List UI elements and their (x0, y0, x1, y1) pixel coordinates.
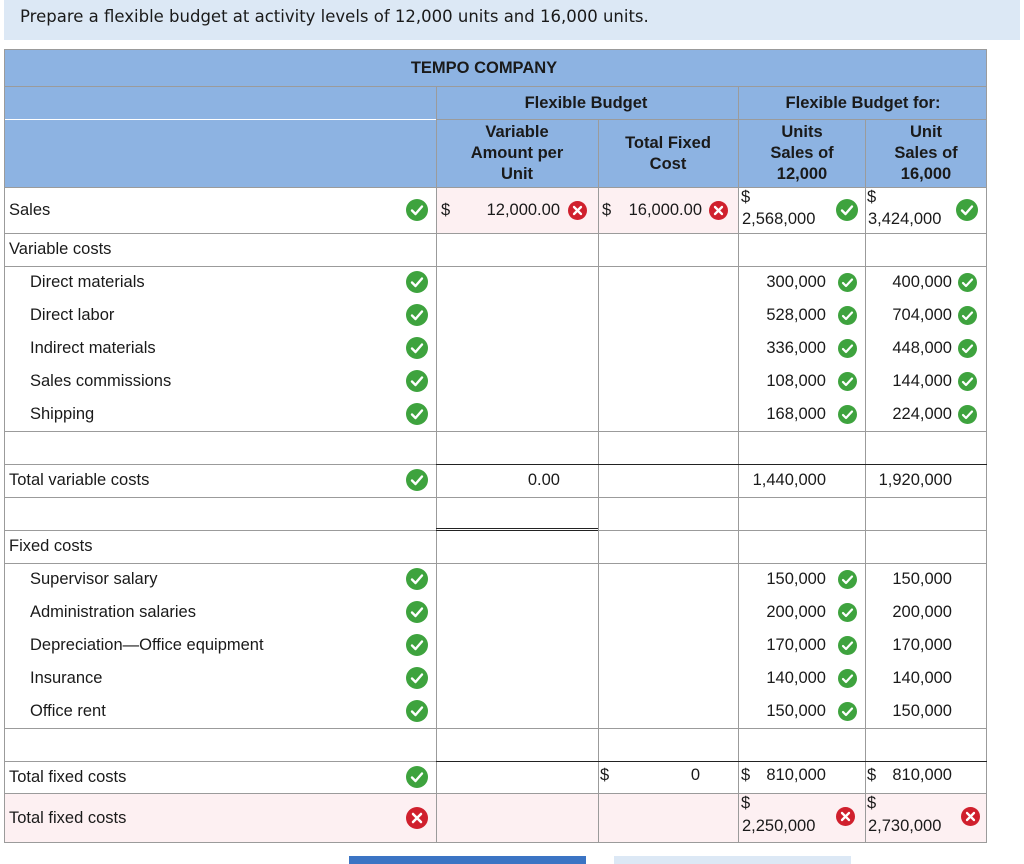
correct-check-icon (838, 636, 857, 655)
item-label: Office rent (30, 702, 106, 720)
amount-16000-input[interactable]: 150,000 (892, 570, 952, 588)
correct-check-icon (406, 469, 428, 491)
amount-12000-input[interactable]: 170,000 (766, 636, 826, 654)
correct-check-icon (406, 337, 428, 359)
correct-check-icon (958, 405, 977, 424)
correct-check-icon (958, 273, 977, 292)
item-label: Shipping (30, 405, 95, 423)
item-label: Insurance (30, 669, 103, 687)
correct-check-icon (838, 702, 857, 721)
amount-16000-input[interactable]: 400,000 (892, 273, 952, 291)
item-label: Indirect materials (30, 339, 156, 357)
total-fixed-12000-input[interactable]: 810,000 (766, 766, 826, 784)
amount-12000-input[interactable]: 300,000 (766, 273, 826, 291)
currency-symbol: $ (602, 201, 612, 219)
incorrect-x-icon (568, 201, 587, 220)
item-label: Direct labor (30, 306, 115, 324)
amount-16000-input[interactable]: 224,000 (892, 405, 952, 423)
item-label: Administration salaries (30, 603, 196, 621)
last-row-12000-input[interactable]: 2,250,000 (742, 817, 816, 835)
correct-check-icon (406, 601, 428, 623)
units-12000-header: Units Sales of 12,000 (770, 123, 834, 183)
correct-check-icon (406, 403, 428, 425)
secondary-button[interactable] (614, 856, 851, 864)
last-row-16000-input[interactable]: 2,730,000 (868, 817, 942, 835)
currency-symbol: $ (867, 794, 877, 812)
amount-16000-input[interactable]: 140,000 (892, 669, 952, 687)
total-fixed-costs-label: Total fixed costs (9, 768, 127, 786)
amount-12000-input[interactable]: 168,000 (766, 405, 826, 423)
amount-12000-input[interactable]: 528,000 (766, 306, 826, 324)
currency-symbol: $ (741, 766, 751, 784)
total-variable-amount-input[interactable]: 0.00 (527, 471, 560, 489)
variable-costs-label: Variable costs (9, 240, 112, 258)
correct-check-icon (838, 603, 857, 622)
correct-check-icon (838, 273, 857, 292)
correct-check-icon (406, 271, 428, 293)
incorrect-x-icon (709, 201, 728, 220)
currency-symbol: $ (441, 201, 451, 219)
sales-variable-amount-input[interactable]: 12,000.00 (486, 201, 560, 219)
correct-check-icon (406, 766, 428, 788)
correct-check-icon (958, 306, 977, 325)
currency-symbol: $ (600, 766, 610, 784)
correct-check-icon (406, 199, 428, 221)
sales-total-fixed-input[interactable]: 16,000.00 (628, 201, 702, 219)
total-fixed-16000-input[interactable]: 810,000 (892, 766, 952, 784)
correct-check-icon (838, 405, 857, 424)
units-16000-header: Unit Sales of 16,000 (894, 123, 958, 183)
flexible-budget-header: Flexible Budget (524, 94, 648, 112)
variable-amount-header: Variable Amount per Unit (470, 123, 564, 183)
total-variable-16000-input[interactable]: 1,920,000 (878, 471, 952, 489)
amount-16000-input[interactable]: 704,000 (892, 306, 952, 324)
item-label: Sales commissions (30, 372, 172, 390)
flexible-budget-for-header: Flexible Budget for: (785, 94, 941, 112)
flexible-budget-table (4, 49, 987, 843)
item-label: Depreciation—Office equipment (30, 636, 264, 654)
question-prompt (4, 0, 1020, 40)
currency-symbol: $ (867, 766, 877, 784)
sales-16000-input[interactable]: 3,424,000 (868, 210, 942, 228)
correct-check-icon (838, 372, 857, 391)
correct-check-icon (406, 370, 428, 392)
amount-16000-input[interactable]: 144,000 (892, 372, 952, 390)
fixed-costs-label: Fixed costs (9, 537, 93, 555)
total-fixed-cost-header: Total Fixed Cost (625, 134, 711, 173)
sales-12000-input[interactable]: 2,568,000 (742, 210, 816, 228)
incorrect-x-icon (406, 807, 428, 829)
incorrect-x-icon (961, 807, 980, 826)
correct-check-icon (838, 570, 857, 589)
correct-check-icon (836, 199, 858, 221)
amount-12000-input[interactable]: 200,000 (766, 603, 826, 621)
correct-check-icon (958, 339, 977, 358)
amount-12000-input[interactable]: 140,000 (766, 669, 826, 687)
last-row-label: Total fixed costs (9, 809, 127, 827)
amount-16000-input[interactable]: 200,000 (892, 603, 952, 621)
correct-check-icon (956, 199, 978, 221)
total-fixed-cost-input[interactable]: 0 (690, 766, 700, 784)
currency-symbol: $ (867, 188, 877, 206)
incorrect-x-icon (836, 807, 855, 826)
correct-check-icon (406, 634, 428, 656)
currency-symbol: $ (741, 188, 751, 206)
correct-check-icon (406, 667, 428, 689)
item-label: Supervisor salary (30, 570, 158, 588)
correct-check-icon (838, 669, 857, 688)
correct-check-icon (838, 306, 857, 325)
amount-12000-input[interactable]: 150,000 (766, 702, 826, 720)
amount-16000-input[interactable]: 150,000 (892, 702, 952, 720)
prompt-text: Prepare a flexible budget at activity levels of 12,000 units and 16,000 units. (20, 7, 649, 26)
amount-16000-input[interactable]: 448,000 (892, 339, 952, 357)
amount-12000-input[interactable]: 336,000 (766, 339, 826, 357)
primary-button[interactable] (349, 856, 586, 864)
total-variable-12000-input[interactable]: 1,440,000 (752, 471, 826, 489)
correct-check-icon (406, 304, 428, 326)
total-variable-costs-label: Total variable costs (9, 471, 150, 489)
amount-16000-input[interactable]: 170,000 (892, 636, 952, 654)
company-name: TEMPO COMPANY (410, 59, 558, 77)
sales-label: Sales (9, 201, 51, 219)
currency-symbol: $ (741, 794, 751, 812)
correct-check-icon (406, 568, 428, 590)
amount-12000-input[interactable]: 150,000 (766, 570, 826, 588)
correct-check-icon (838, 339, 857, 358)
correct-check-icon (406, 700, 428, 722)
correct-check-icon (958, 372, 977, 391)
amount-12000-input[interactable]: 108,000 (766, 372, 826, 390)
item-label: Direct materials (30, 273, 145, 291)
